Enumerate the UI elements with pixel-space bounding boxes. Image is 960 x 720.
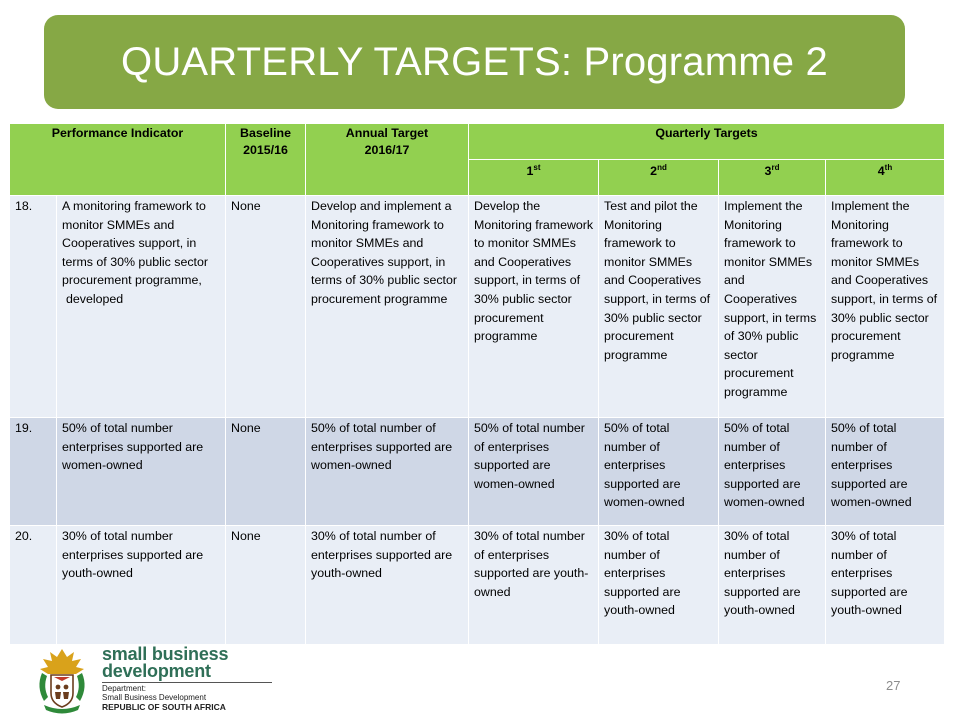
q4-number: 4 [877,164,885,178]
logo-divider [102,682,272,683]
q3-target-cell: 50% of total number of enterprises supported are women-owned [719,418,826,526]
table-row [10,418,945,526]
header-q1 [469,160,599,196]
q3-suffix: rd [771,163,780,172]
q1-number: 1 [526,164,534,178]
baseline-cell: None [226,418,306,526]
baseline-cell: None [226,526,306,645]
logo-line-development: development [102,661,211,681]
quarterly-targets-table [9,123,945,645]
header-annual-target [306,124,469,196]
q4-target-cell: Implement the Monitoring framework to monitor SMMEs and Cooperatives support, in terms of 30% public sector procurement programme [826,196,945,418]
row-number: 18. [10,196,57,418]
indicator-text-continued: developed [66,291,124,306]
header-q3 [719,160,826,196]
slide-title: QUARTERLY TARGETS: Programme 2 [121,39,828,84]
q2-suffix: nd [657,163,667,172]
header-q2 [599,160,719,196]
header-q4 [826,160,945,196]
q1-target-cell: 50% of total number of enterprises supported are women-owned [469,418,599,526]
coat-of-arms-icon [34,647,90,715]
q2-target-cell: Test and pilot the Monitoring framework to monitor SMMEs and Cooperatives support, in terms of 30% public sector procurement programme [599,196,719,418]
logo-line-small-business: small business [102,644,229,664]
table-row [10,526,945,645]
annual-target-cell: Develop and implement a Monitoring framework to monitor SMMEs and Cooperatives support, in terms of 30% public sector procurement programme [306,196,469,418]
q3-number: 3 [764,164,772,178]
q1-target-cell: 30% of total number of enterprises supported are youth-owned [469,526,599,645]
header-quarterly-targets [469,124,945,160]
q2-number: 2 [650,164,658,178]
q1-target-cell: Develop the Monitoring framework to monitor SMMEs and Cooperatives support, in terms of 30% public sector procurement programme [469,196,599,418]
table-row [10,196,945,418]
header-annual-label: Annual Target [345,126,429,140]
logo-line-country: REPUBLIC OF SOUTH AFRICA [102,702,226,712]
header-performance-indicator [10,124,226,196]
page-number: 27 [886,678,901,693]
logo-line-department-name: Small Business Development [102,693,207,702]
indicator-cell: 30% of total number enterprises supported are youth-owned [57,526,226,645]
department-logo [30,645,290,717]
q2-target-cell: 50% of total number of enterprises supported are women-owned [599,418,719,526]
indicator-cell [57,196,226,418]
header-baseline-year: 2015/16 [243,143,288,157]
q4-target-cell: 50% of total number of enterprises supported are women-owned [826,418,945,526]
header-baseline-label: Baseline [240,126,291,140]
logo-line-department: Department: [102,684,147,693]
q4-suffix: th [884,163,893,172]
quarterly-targets-table-container [9,123,944,644]
annual-target-cell: 30% of total number of enterprises supported are youth-owned [306,526,469,645]
header-annual-year: 2016/17 [364,143,410,157]
annual-target-cell: 50% of total number of enterprises supported are women-owned [306,418,469,526]
header-quarterly-label: Quarterly Targets [655,126,758,140]
q3-target-cell: Implement the Monitoring framework to monitor SMMEs and Cooperatives support, in terms of 30% public sector procurement programme [719,196,826,418]
row-number: 19. [10,418,57,526]
q2-target-cell: 30% of total number of enterprises supported are youth-owned [599,526,719,645]
baseline-cell: None [226,196,306,418]
indicator-text: A monitoring framework to monitor SMMEs and Cooperatives support, in terms of 30% public sector procurement programme, [62,199,208,288]
row-number: 20. [10,526,57,645]
header-indicator-label: Performance Indicator [51,126,184,140]
q1-suffix: st [533,163,541,172]
indicator-cell: 50% of total number enterprises supported are women-owned [57,418,226,526]
header-baseline [226,124,306,196]
title-banner [44,15,905,109]
q4-target-cell: 30% of total number of enterprises supported are youth-owned [826,526,945,645]
q3-target-cell: 30% of total number of enterprises supported are youth-owned [719,526,826,645]
